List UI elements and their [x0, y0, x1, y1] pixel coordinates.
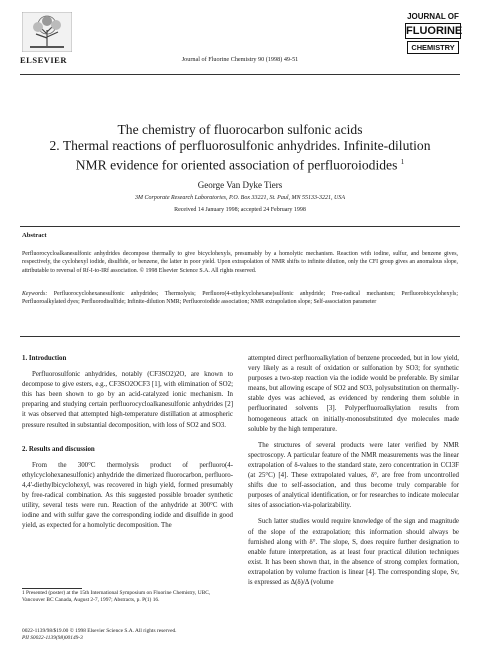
paragraph: Perfluorosulfonic anhydrides, notably (CF3SO2)2O, are known to decompose to give esters, e.g., CF3SO2OCF3 [1], with elimination of SO2; this has been shown to go by an acid-catalyzed ionic mechanism. In preparing and studying certain perfluorocycloalkanesulfonic anhydrides [2] it was observed that attempted high-temperature distillation at atmospheric pressure resulted in substantial decomposition, with loss of SO2 and SO3. — [22, 371, 233, 429]
title-line — [40, 154, 440, 174]
section-heading: 1. Introduction — [22, 355, 67, 362]
abstract-heading: Abstract — [22, 232, 47, 239]
abstract-top-rule — [20, 226, 460, 227]
right-column — [248, 354, 459, 594]
footer-line: PII S0022-1139(98)00149-3 — [22, 635, 83, 642]
keywords — [22, 290, 458, 307]
copyright-footer — [22, 628, 177, 643]
journal-logo-line: FLUORINE — [406, 25, 463, 37]
paragraph: The structures of several products were later verified by NMR spectroscopy. A particular feature of the NMR measurements was the linear extrapolation of δ-values to the standard state, zero concentration in CCl3F (at 25°C) [4]. These extrapolated values, δ°, are free from uncontrolled shifts due to self-association, and thus become truly comparable for purposes of analytical identification, or for researches to indicate molecular sites of association-via-polarizability. — [248, 441, 459, 510]
header-rule — [20, 74, 460, 75]
keywords-label: Keywords: — [22, 291, 48, 297]
paragraph: attempted direct perfluoroalkylation of benzene proceeded, but in low yield, very likely as a result of oxidation or sulfonation by SO3; for synthetic purposes a two-step reaction via the iodide would be preferable. By similar means, but allowing escape of SO2 and SO3, polysubstitution on thermally-stable dyes was achieved, as evidenced by rendering them soluble in perfluorinated solvents [3]. Polyperfluoroalkylation results from homogeneous attack on initially-monosubstituted dye molecules made soluble by the high temperature. — [248, 355, 459, 433]
title-line: 2. Thermal reactions of perfluorosulfonic anhydrides. Infinite-dilution — [49, 138, 431, 153]
received-dates: Received 14 January 1998; accepted 24 February 1998 — [174, 207, 306, 213]
title-footnote-mark: 1 — [400, 158, 405, 166]
journal-citation: Journal of Fluorine Chemistry 90 (1998) 49-51 — [181, 56, 299, 63]
publisher-name: ELSEVIER — [20, 55, 67, 65]
paragraph: From the 300°C thermolysis product of perfluoro(4-ethylcyclohexanesulfonic) anhydride the dimerized fluorocarbon, perfluoro-4,4'-diethylbicyclohexyl, was recovered in high yield, formed presumably by free-radical combination. As this suggested possible broader synthetic utility, several tests were run. Reaction of the anhydride at 300°C with iodine and with sulfur gave the corresponding iodide and disulfide in good yield, as expected for a homolytic decomposition. The — [22, 461, 233, 530]
footer-line: 0022-1139/98/$19.00 © 1998 Elsevier Science S.A. All rights reserved. — [22, 628, 177, 634]
journal-logo — [403, 6, 463, 64]
journal-logo-line: JOURNAL OF — [407, 12, 459, 21]
section-heading: 2. Results and discussion — [22, 445, 95, 453]
title-line-text: NMR evidence for oriented association of perfluoroiodides — [75, 157, 398, 173]
journal-logo-line: CHEMISTRY — [407, 41, 459, 54]
keywords-text: Perfluorocyclohexanesulfonic anhydrides; Thermolysis; Perfluoro(4-ethylcyclohexane)sulfonic anhydride; Free-radical mechanism; Perfluorobicyclohexyls; Perfluoroalkylated dyes; Perfluorodisulfide; Infinite-dilution NMR; Perfluoroiodide association; NMR extrapolation slope; Self-association parameter — [22, 291, 458, 306]
author-affiliation: 3M Corporate Research Laboratories, P.O. Box 33221, St. Paul, MN 55133-3221, USA — [135, 195, 345, 201]
footnote: 1 Presented (poster) at the 15th International Symposium on Fluorine Chemistry, UBC, Vancouver BC Canada, August 2-7, 1997; Abstracts, p. P(1) 16. — [22, 590, 211, 604]
paragraph: Such latter studies would require knowledge of the sign and magnitude of the slope of the extrapolation; this information should always be furnished along with δ°. The slope, S, does require further designation to enable future interpretation, as at least four practical dilution techniques exist. It has been shown that, in the absence of strong complex formation, extrapolation by volume fraction is linear [4]. The corresponding slope, Sv, is expressed as Δ(δ)/Δ (volume — [248, 518, 459, 586]
abstract-body: Perfluorocycloalkanesulfonic anhydrides decompose thermally to give bicyclohexyls, presumably by a homolytic mechanism. Reaction with iodine, sulfur, and benzene gives, respectively, the cyclohexyl iodide, disulfide, or benzene, the latter in poor yield. Upon extrapolation of NMR shifts to infinite dilution, only the CFI group gives an anomalous slope, attributable to reversal of Rf-I-to-IRf association. © 1998 Elsevier Science S.A. All rights reserved. — [22, 251, 458, 274]
left-column — [22, 354, 233, 537]
author-name: George Van Dyke Tiers — [197, 180, 283, 190]
abstract-bottom-rule — [20, 336, 460, 337]
title-line: The chemistry of fluorocarbon sulfonic acids — [117, 122, 363, 137]
elsevier-tree-logo — [22, 12, 72, 52]
footnote-rule — [22, 588, 82, 589]
article-title — [40, 122, 440, 174]
